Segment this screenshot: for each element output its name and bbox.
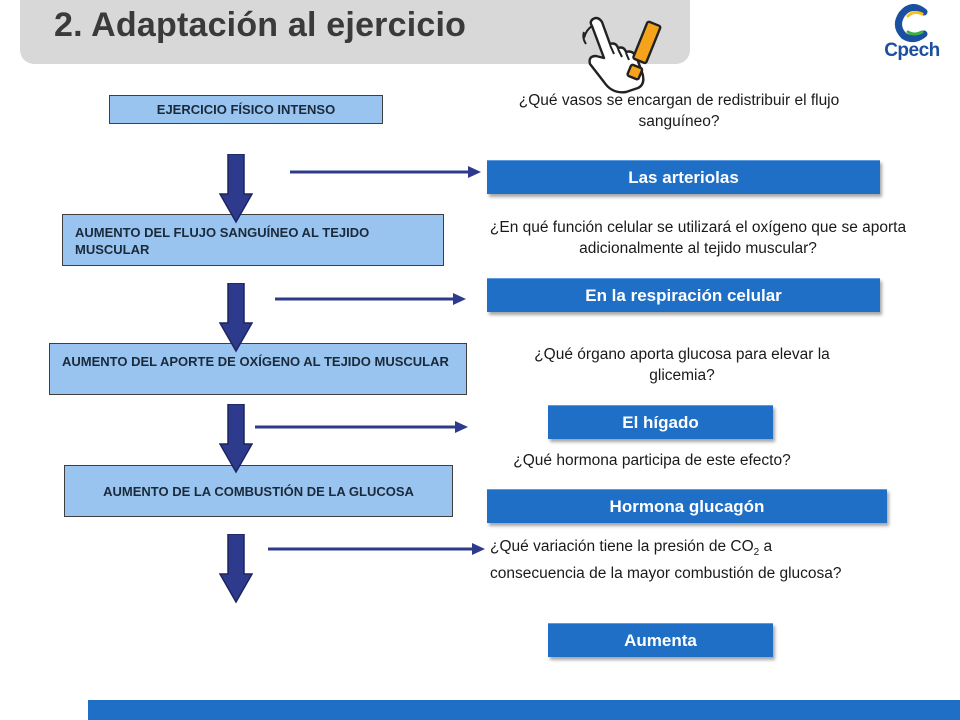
flow-box-label: AUMENTO DE LA COMBUSTIÓN DE LA GLUCOSA xyxy=(103,483,414,499)
question-organ xyxy=(500,344,864,386)
right-arrow-icon xyxy=(268,542,486,556)
answer-box xyxy=(548,623,773,657)
question-text: ¿Qué hormona participa de este efecto? xyxy=(513,452,791,469)
question-co2 xyxy=(490,536,850,584)
flow-box-exercise xyxy=(109,95,383,124)
flow-box-glucose xyxy=(64,465,453,517)
question-text: ¿En qué función celular se utilizará el oxígeno que se aporta adicionalmente al tejido muscular? xyxy=(489,219,907,257)
pointing-hand-alert-icon xyxy=(582,12,664,98)
question-hormone xyxy=(476,450,828,471)
right-arrow-icon xyxy=(275,292,467,306)
right-arrow-icon xyxy=(290,165,482,179)
answer-box xyxy=(487,160,880,194)
co2-subscript: 2 xyxy=(753,547,760,559)
answer-label: El hígado xyxy=(622,412,699,432)
answer-label: Las arteriolas xyxy=(628,167,739,187)
answer-label: En la respiración celular xyxy=(585,285,782,305)
cpech-logo-mark-icon xyxy=(872,4,952,44)
answer-label: Aumenta xyxy=(624,630,697,650)
answer-label: Hormona glucagón xyxy=(609,496,765,516)
answer-box xyxy=(548,405,773,439)
answer-box xyxy=(487,489,887,523)
question-vessels xyxy=(498,90,860,132)
answer-box xyxy=(487,278,880,312)
right-arrow-icon xyxy=(255,420,469,434)
flow-box-label: EJERCICIO FÍSICO INTENSO xyxy=(156,102,336,117)
page-title: 2. Adaptación al ejercicio xyxy=(54,6,467,44)
down-arrow-icon xyxy=(219,534,253,604)
question-text: ¿Qué vasos se encargan de redistribuir el flujo sanguíneo? xyxy=(518,92,840,130)
question-text: ¿Qué órgano aporta glucosa para elevar la glicemia? xyxy=(534,346,830,384)
question-text-end: a consecuencia de la mayor combustión de glucosa? xyxy=(490,538,842,583)
flow-box-label: AUMENTO DEL FLUJO SANGUÍNEO AL TEJIDO MUSCULAR xyxy=(75,225,370,257)
logo-text: Cpech xyxy=(884,40,940,61)
flow-box-blood-flow xyxy=(62,214,444,266)
down-arrow-icon xyxy=(219,404,253,474)
cpech-logo xyxy=(872,4,952,68)
footer-bar xyxy=(88,700,960,720)
flow-box-label: AUMENTO DEL APORTE DE OXÍGENO AL TEJIDO MUSCULAR xyxy=(62,354,449,369)
question-text-start: ¿Qué variación tiene la presión de CO xyxy=(490,538,754,555)
question-cell-function xyxy=(476,217,920,259)
down-arrow-icon xyxy=(219,283,253,353)
down-arrow-icon xyxy=(219,154,253,224)
flow-box-oxygen xyxy=(49,343,467,395)
